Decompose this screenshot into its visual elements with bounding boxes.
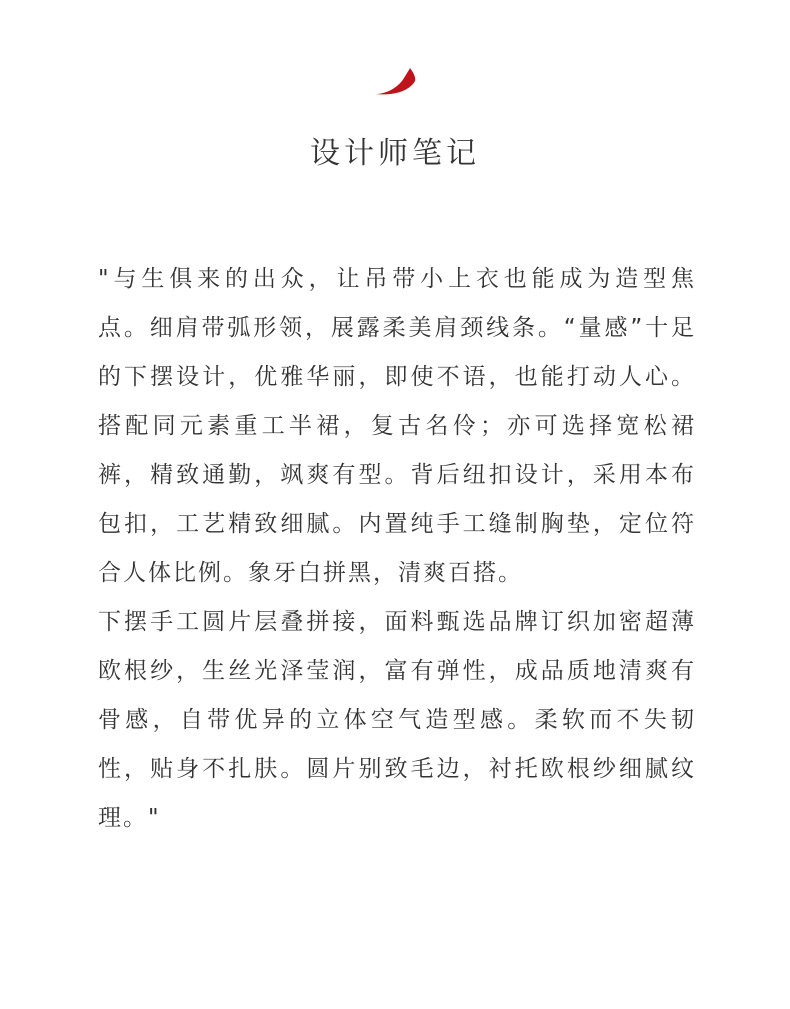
text-line: 裤，精致通勤，飒爽有型。背后纽扣设计，采用本布 [98,462,694,488]
red-leaf-shape [375,68,415,94]
text-line: 性，贴身不扎肤。圆片别致毛边，衬托欧根纱细腻纹 [98,756,694,782]
text-line: 下摆手工圆片层叠拼接，面料甄选品牌订织加密超薄 [98,609,694,635]
text-line: 的下摆设计，优雅华丽，即使不语，也能打动人心。 [98,364,694,390]
text-line: 欧根纱，生丝光泽莹润，富有弹性，成品质地清爽有 [98,658,694,684]
page-title: 设计师笔记 [310,136,480,171]
text-line: 理。" [98,805,161,831]
designer-notes-text [98,255,694,843]
text-line: 点。细肩带弧形领，展露柔美肩颈线条。“量感”十足 [98,315,694,341]
text-line: 合人体比例。象牙白拼黑，清爽百搭。 [98,560,523,586]
text-line: 搭配同元素重工半裙，复古名伶；亦可选择宽松裙 [98,413,694,439]
text-line: "与生俱来的出众，让吊带小上衣也能成为造型焦 [98,266,694,292]
red-leaf-icon [372,66,418,98]
text-line: 包扣，工艺精致细腻。内置纯手工缝制胸垫，定位符 [98,511,694,537]
text-line: 骨感，自带优异的立体空气造型感。柔软而不失韧 [98,707,694,733]
